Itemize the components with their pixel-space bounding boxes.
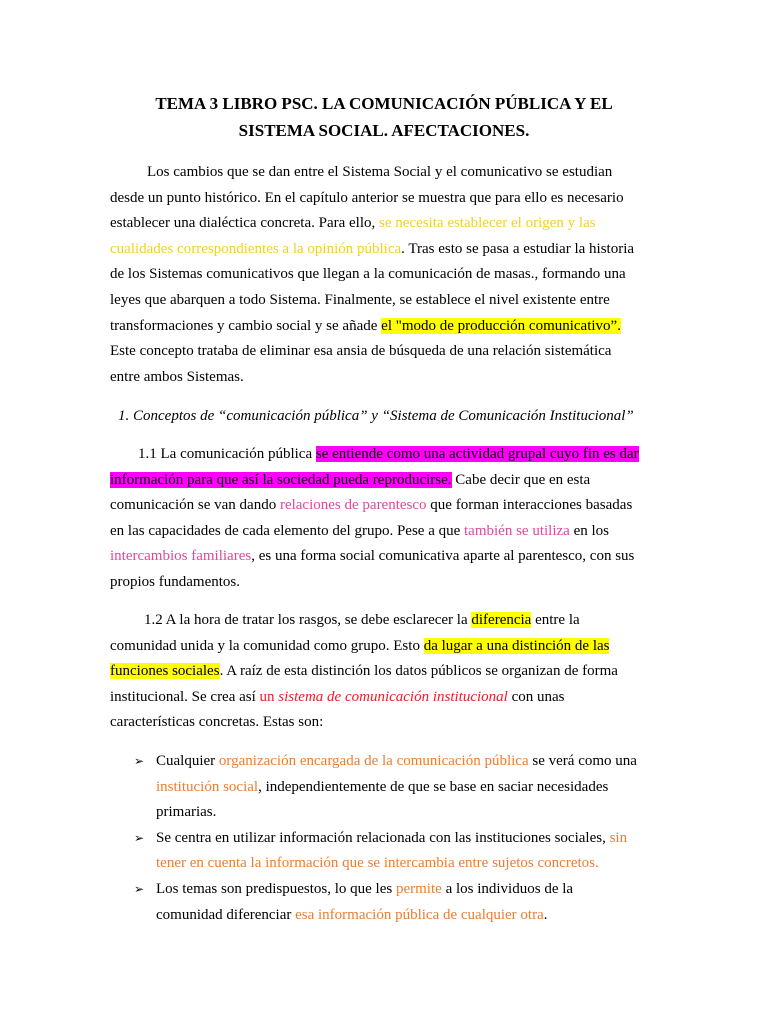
- list-item-line: tener en cuenta la información que se intercambia entre sujetos concretos.: [156, 855, 599, 872]
- text-run: Los temas son predispuestos, lo que les: [156, 880, 396, 897]
- intro-line: [110, 314, 670, 340]
- title-line-2: SISTEMA SOCIAL. AFECTACIONES.: [238, 121, 530, 140]
- title-line-1: TEMA 3 LIBRO PSC. LA COMUNICACIÓN PÚBLICA Y EL: [155, 94, 613, 113]
- paragraph-line: [110, 442, 670, 468]
- text-run: transformaciones y cambio social y se añade: [110, 317, 382, 334]
- text-run: entre la: [531, 612, 580, 628]
- intro-line: Este concepto trataba de eliminar esa ansia de búsqueda de una relación sistemática: [110, 343, 612, 360]
- paragraph-line: [110, 544, 670, 570]
- orange-text-run: institución social: [156, 778, 259, 795]
- pink-text-run: también se utiliza: [464, 522, 570, 539]
- list-item: [134, 877, 674, 928]
- paragraph-1-1: [110, 442, 670, 596]
- arrowhead-bullet-icon: ➢: [134, 830, 145, 845]
- orange-text-run: esa información pública de cualquier otra: [295, 906, 544, 923]
- list-item: [134, 826, 674, 877]
- text-run: a los individuos de la: [441, 880, 574, 897]
- pink-text-run: relaciones de parentesco: [279, 497, 427, 514]
- intro-line: de los Sistemas comunicativos que llegan a la comunicación de masas., formando una: [110, 266, 626, 283]
- pink-text-run: intercambios familiares: [110, 548, 252, 565]
- text-run: comunicación se van dando: [110, 497, 280, 514]
- paragraph-line: [110, 493, 670, 519]
- red-italic-text-run: sistema de comunicación institucional: [278, 688, 508, 705]
- paragraph-line: [110, 608, 670, 634]
- highlighted-text: funciones sociales: [110, 663, 220, 680]
- text-run: comunidad diferenciar: [156, 906, 296, 923]
- text-run: que forman interacciones basadas: [426, 497, 633, 514]
- section-heading: 1. Conceptos de “comunicación pública” y “Sistema de Comunicación Institucional”: [118, 408, 634, 424]
- bullet-list: [134, 749, 674, 928]
- text-run: institucional. Se crea así: [110, 688, 260, 705]
- text-run: se verá como una: [528, 753, 637, 769]
- intro-line: [110, 211, 670, 237]
- list-item-line: [156, 749, 674, 775]
- text-run: con unas: [507, 688, 565, 705]
- text-run: 1.1 La comunicación pública: [138, 446, 316, 462]
- paragraph-line: [110, 519, 670, 545]
- list-item-line: [156, 877, 674, 903]
- intro-line: desde un punto histórico. En el capítulo anterior se muestra que para ello es necesario: [110, 189, 624, 206]
- list-item-line: [156, 903, 674, 929]
- text-run: , independientemente de que se base en saciar necesidades: [258, 778, 609, 795]
- highlighted-text: da lugar a una distinción de las: [423, 637, 610, 654]
- text-run: Cabe decir que en esta: [451, 471, 591, 488]
- list-item-line: [156, 826, 674, 852]
- text-run: 1.2 A la hora de tratar los rasgos, se debe esclarecer la: [144, 612, 472, 628]
- intro-line: Los cambios que se dan entre el Sistema Social y el comunicativo se estudian: [147, 164, 613, 180]
- list-item-line: primarias.: [156, 804, 217, 821]
- orange-text-run: sin: [609, 829, 628, 846]
- list-item-line: [156, 775, 674, 801]
- paragraph-line: [110, 468, 670, 494]
- text-run: .: [543, 906, 548, 923]
- highlighted-text: se entiende como una actividad grupal cuyo fin es dar: [315, 446, 639, 462]
- text-run: en las capacidades de cada elemento del grupo. Pese a que: [110, 522, 465, 539]
- text-run: en los: [569, 522, 609, 539]
- paragraph-line: propios fundamentos.: [110, 573, 240, 590]
- paragraph-line: [110, 634, 670, 660]
- paragraph-line: [110, 685, 670, 711]
- paragraph-line: características concretas. Estas son:: [110, 714, 324, 731]
- orange-text-run: permite: [395, 880, 442, 897]
- arrowhead-bullet-icon: ➢: [134, 754, 145, 768]
- arrowhead-bullet-icon: ➢: [134, 881, 145, 896]
- yellow-text-run: se necesita establecer el origen y las: [379, 215, 596, 232]
- text-run: . Tras esto se pasa a estudiar la historia: [401, 240, 635, 257]
- text-run: comunidad unida y la comunidad como grupo. Esto: [110, 637, 424, 654]
- intro-line: [110, 237, 670, 263]
- red-text-run: un: [259, 688, 279, 705]
- list-item: [134, 749, 674, 826]
- yellow-text-run: cualidades correspondientes a la opinión pública: [110, 240, 402, 257]
- page-title: [100, 90, 668, 144]
- highlighted-text: diferencia: [471, 612, 532, 628]
- text-run: Se centra en utilizar información relacionada con las instituciones sociales,: [156, 829, 610, 846]
- text-run: , es una forma social comunicativa aparte al parentesco, con sus: [251, 548, 635, 565]
- orange-text-run: organización encargada de la comunicación pública: [218, 753, 529, 769]
- highlighted-text: el "modo de producción comunicativo”.: [381, 317, 621, 334]
- intro-paragraph: [110, 160, 670, 390]
- intro-line: leyes que abarquen a todo Sistema. Finalmente, se establece el nivel existente entre: [110, 291, 610, 308]
- paragraph-1-2: [110, 608, 670, 736]
- text-run: establecer una dialéctica concreta. Para ello,: [110, 215, 380, 232]
- paragraph-line: [110, 659, 670, 685]
- highlighted-text: información para que así la sociedad pueda reproducirse.: [110, 471, 452, 488]
- intro-line: entre ambos Sistemas.: [110, 368, 244, 385]
- text-run: . A raíz de esta distinción los datos públicos se organizan de forma: [219, 663, 618, 680]
- text-run: Cualquier: [156, 753, 219, 769]
